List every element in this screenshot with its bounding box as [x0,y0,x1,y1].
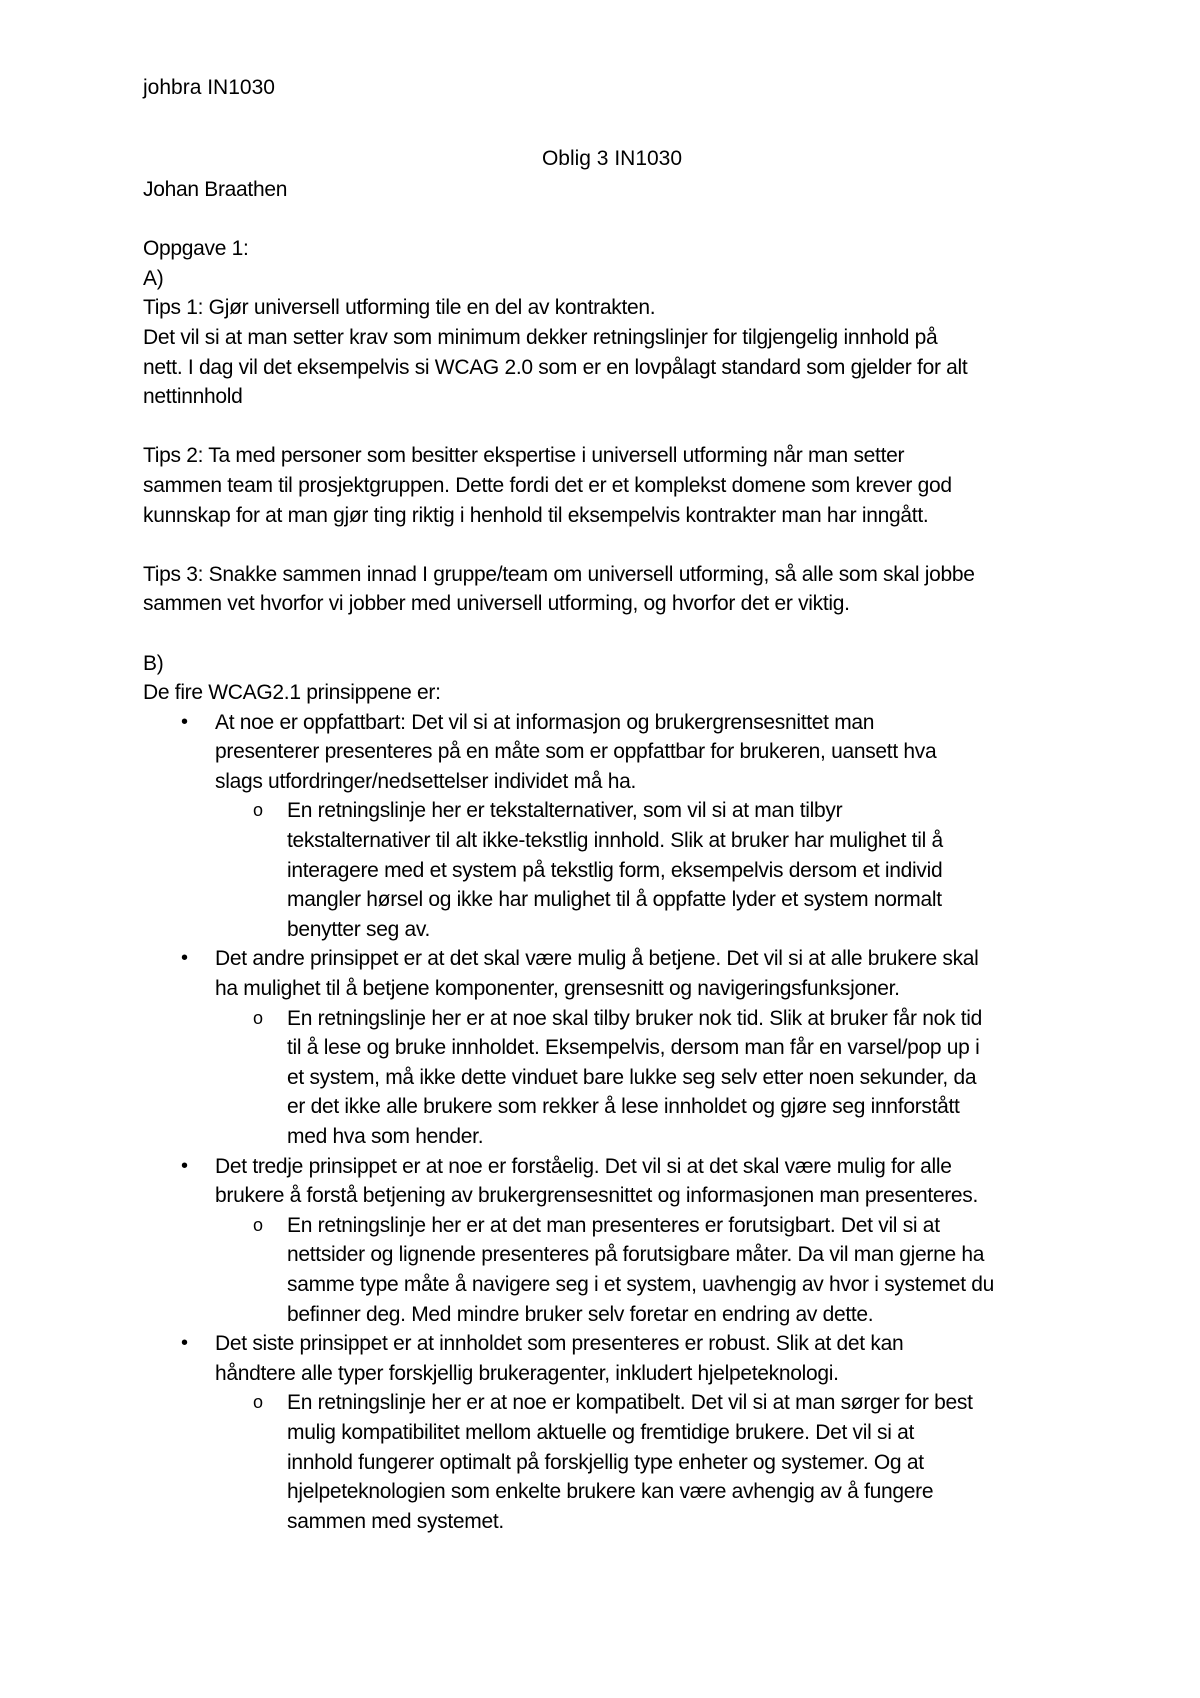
guideline-line: En retningslinje her er at noe er kompatibelt. Det vil si at man sørger for best [287,1391,973,1415]
guideline-list [215,1211,1063,1329]
guideline-line: mangler hørsel og ikke har mulighet til å oppfatte lyder et system normalt [287,888,942,912]
principle-line: håndtere alle typer forskjellig brukeragenter, inkludert hjelpeteknologi. [215,1361,839,1385]
tip-line: nettinnhold [143,385,243,409]
spacer [143,619,1063,649]
guideline-line: En retningslinje her er tekstalternativer, som vil si at man tilbyr [287,799,843,823]
spacer [143,530,1063,560]
guideline-list [215,796,1063,944]
principle-line: Det siste prinsippet er at innholdet som presenteres er robust. Slik at det kan [215,1332,904,1356]
principle-line: Det andre prinsippet er at det skal være mulig å betjene. Det vil si at alle brukere skal [215,947,979,971]
principle-item [143,1152,1063,1330]
page-header: johbra IN1030 [143,76,275,99]
spacer [143,205,1063,235]
guideline-line: innhold fungerer optimalt på forskjellig type enheter og systemer. Og at [287,1450,924,1474]
bullet-icon: • [181,1332,188,1355]
principles-intro: De fire WCAG2.1 prinsippene er: [143,681,441,705]
guideline-line: er det ikke alle brukere som rekker å lese innholdet og gjøre seg innforstått [287,1095,960,1119]
section-a-label: A) [143,266,164,290]
guideline-line: mulig kompatibilitet mellom aktuelle og fremtidige brukere. Det vil si at [287,1420,915,1444]
guideline-line: nettsider og lignende presenteres på forutsigbare måter. Da vil man gjerne ha [287,1243,985,1267]
tip-line: kunnskap for at man gjør ting riktig i henhold til eksempelvis kontrakter man har inngått. [143,503,929,527]
author-name: Johan Braathen [143,178,288,201]
guideline-line: et system, må ikke dette vinduet bare lukke seg selv etter noen sekunder, da [287,1065,977,1089]
principle-line: brukere å forstå betjening av brukergrensesnittet og informasjonen man presenteres. [215,1184,979,1208]
guideline-list [215,1004,1063,1152]
guideline-item [215,1211,1063,1329]
principle-line: ha mulighet til å betjene komponenter, grensesnitt og navigeringsfunksjoner. [215,977,900,1001]
principle-item [143,708,1063,945]
principle-line: Det tredje prinsippet er at noe er forståelig. Det vil si at det skal være mulig for alle [215,1154,952,1178]
principles-list [143,708,1063,1537]
tip-line: Tips 1: Gjør universell utforming tile en del av kontrakten. [143,296,656,320]
principle-line: At noe er oppfattbart: Det vil si at informasjon og brukergrensesnittet man [215,710,875,734]
guideline-line: tekstalternativer til alt ikke-tekstlig innhold. Slik at bruker har mulighet til å [287,829,943,853]
circle-bullet-icon: o [253,1007,263,1028]
principle-line: slags utfordringer/nedsettelser individet må ha. [215,769,637,793]
document-body [143,175,1063,1536]
principle-item [143,1329,1063,1536]
guideline-list [215,1388,1063,1536]
bullet-icon: • [181,947,188,970]
tip-1 [143,293,1063,411]
guideline-item [215,1388,1063,1536]
guideline-line: sammen med systemet. [287,1509,504,1533]
principle-line: presenterer presenteres på en måte som er oppfattbar for brukeren, uansett hva [215,740,937,764]
circle-bullet-icon: o [253,800,263,821]
bullet-icon: • [181,710,188,733]
tip-line: Tips 2: Ta med personer som besitter ekspertise i universell utforming når man setter [143,444,905,468]
guideline-line: interagere med et system på tekstlig form, eksempelvis dersom et individ [287,858,943,882]
section-b-label: B) [143,651,164,675]
bullet-icon: • [181,1154,188,1177]
spacer [143,412,1063,442]
principle-item [143,944,1063,1151]
guideline-line: med hva som hender. [287,1125,484,1148]
circle-bullet-icon: o [253,1214,263,1235]
tip-line: nett. I dag vil det eksempelvis si WCAG 2.0 som er en lovpålagt standard som gjelder for alt [143,355,968,379]
tip-line: Det vil si at man setter krav som minimum dekker retningslinjer for tilgjengelig innhold på [143,325,938,349]
task-heading: Oppgave 1: [143,237,249,261]
guideline-line: benytter seg av. [287,917,431,941]
guideline-line: samme type måte å navigere seg i et system, uavhengig av hvor i systemet du [287,1272,995,1296]
guideline-line: En retningslinje her er at det man presenteres er forutsigbart. Det vil si at [287,1213,940,1237]
guideline-line: befinner deg. Med mindre bruker selv foretar en endring av dette. [287,1302,874,1326]
guideline-line: til å lese og bruke innholdet. Eksempelvis, dersom man får en varsel/pop up i [287,1036,980,1060]
guideline-line: En retningslinje her er at noe skal tilby bruker nok tid. Slik at bruker får nok tid [287,1006,982,1030]
tip-line: Tips 3: Snakke sammen innad I gruppe/team om universell utforming, så alle som skal jobbe [143,562,975,586]
guideline-line: hjelpeteknologien som enkelte brukere kan være avhengig av å fungere [287,1480,934,1504]
tip-line: sammen vet hvorfor vi jobber med universell utforming, og hvorfor det er viktig. [143,592,850,616]
guideline-item [215,1004,1063,1152]
tip-line: sammen team til prosjektgruppen. Dette fordi det er et komplekst domene som krever god [143,473,952,497]
circle-bullet-icon: o [253,1392,263,1413]
tip-2 [143,441,1063,530]
document-title: Oblig 3 IN1030 [541,147,683,170]
guideline-item [215,796,1063,944]
tip-3 [143,560,1063,619]
